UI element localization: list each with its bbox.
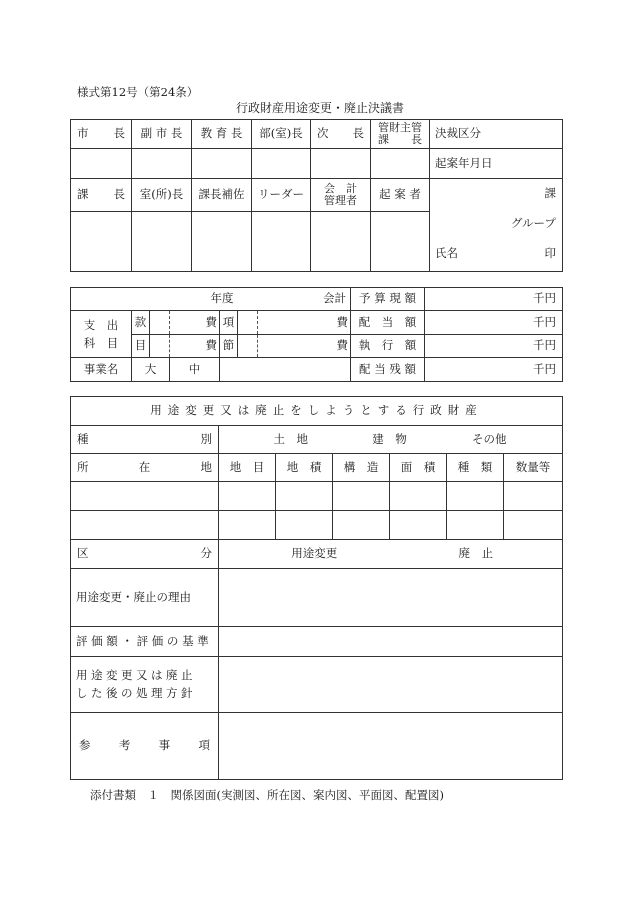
- ka-label: 課: [544, 186, 556, 200]
- approver-fukushicho: 副 市 長: [132, 120, 192, 149]
- group-label: グループ: [510, 216, 556, 230]
- valuation-label: 評 価 額 ・ 評 価 の 基 準: [71, 627, 219, 657]
- project-name-label: 事業名: [71, 358, 132, 382]
- kou-label: 項: [220, 311, 238, 335]
- approver-kanzai: 管財主管 課 長: [371, 120, 430, 149]
- seal-box[interactable]: [192, 149, 252, 179]
- remaining-value[interactable]: 千円: [425, 358, 563, 382]
- kubun-label: 区 分: [71, 540, 219, 569]
- seal-box[interactable]: [252, 149, 311, 179]
- youto-henkou-option[interactable]: 用途変更: [219, 540, 390, 569]
- cell[interactable]: [333, 511, 390, 540]
- reason-label: 用途変更・廃止の理由: [71, 569, 219, 627]
- expense-subject-label: 支 出 科 目: [71, 311, 132, 358]
- approver-leader: リーダー: [252, 179, 311, 212]
- seal-box[interactable]: [311, 212, 371, 272]
- moku-value[interactable]: [150, 335, 170, 358]
- cell[interactable]: [447, 482, 504, 511]
- approver-bucho: 部(室)長: [252, 120, 311, 149]
- reason-value[interactable]: [219, 569, 563, 627]
- budget-current-label: 予 算 現 額: [351, 288, 425, 311]
- budget-current-value[interactable]: 千円: [425, 288, 563, 311]
- attachments-note: 添付書類 １ 関係図面(実測図、所在図、案内図、平面図、配置図): [90, 788, 444, 802]
- name-label: 氏名: [435, 246, 458, 260]
- building-label: 建 物: [333, 426, 447, 454]
- property-header: 用途変更又は廃止をしようとする行政財産: [71, 397, 563, 426]
- project-name-value[interactable]: [220, 358, 351, 382]
- remaining-label: 配 当 残 額: [351, 358, 425, 382]
- moku-label: 目: [132, 335, 150, 358]
- kan-label: 款: [132, 311, 150, 335]
- col-chiseki: 地 積: [276, 454, 333, 482]
- execution-label: 執 行 額: [351, 335, 425, 358]
- decision-category: 決裁区分: [430, 120, 563, 149]
- seal-box[interactable]: [71, 212, 132, 272]
- cell[interactable]: [504, 511, 563, 540]
- cell[interactable]: [276, 511, 333, 540]
- setsu-hi: 費: [258, 335, 351, 358]
- cell[interactable]: [447, 511, 504, 540]
- location-label: 所 在 地: [71, 454, 219, 482]
- approval-table: [70, 119, 563, 272]
- setsu-value[interactable]: [238, 335, 258, 358]
- col-chimoku: 地 目: [219, 454, 276, 482]
- allocation-label: 配 当 額: [351, 311, 425, 335]
- approver-kyoikucho: 教 育 長: [192, 120, 252, 149]
- location-value[interactable]: [71, 511, 219, 540]
- after-policy-label: 用途変更又は廃止 した後の処理方針: [71, 657, 219, 713]
- land-label: 土 地: [219, 426, 333, 454]
- approver-accountant: 会 計 管理者: [311, 179, 371, 212]
- seal-box[interactable]: [311, 149, 371, 179]
- approver-hosa: 課長補佐: [192, 179, 252, 212]
- other-label: その他: [447, 426, 563, 454]
- draft-date: 起案年月日: [430, 149, 563, 179]
- property-table: [70, 396, 563, 780]
- chu-label: 中: [170, 358, 220, 382]
- cell[interactable]: [276, 482, 333, 511]
- after-policy-value[interactable]: [219, 657, 563, 713]
- form-number: 様式第12号（第24条）: [77, 85, 199, 99]
- execution-value[interactable]: 千円: [425, 335, 563, 358]
- col-menseki: 面 積: [390, 454, 447, 482]
- col-kouzou: 構 造: [333, 454, 390, 482]
- cell[interactable]: [504, 482, 563, 511]
- kan-hi: 費: [170, 311, 220, 335]
- kou-hi: 費: [258, 311, 351, 335]
- moku-hi: 費: [170, 335, 220, 358]
- approver-shicho: 市 長: [71, 120, 132, 149]
- location-value[interactable]: [71, 482, 219, 511]
- seal-box[interactable]: [132, 212, 192, 272]
- kaikei-label: 会計: [238, 288, 351, 311]
- col-shurui: 種 類: [447, 454, 504, 482]
- valuation-value[interactable]: [219, 627, 563, 657]
- seal-box[interactable]: [371, 212, 430, 272]
- seal-box[interactable]: [192, 212, 252, 272]
- approver-drafter: 起 案 者: [371, 179, 430, 212]
- shubetsu-label: 種 別: [71, 426, 219, 454]
- approver-kacho: 課 長: [71, 179, 132, 212]
- cell[interactable]: [390, 511, 447, 540]
- seal-box[interactable]: [132, 149, 192, 179]
- budget-table: [70, 287, 563, 382]
- setsu-label: 節: [220, 335, 238, 358]
- cell[interactable]: [219, 511, 276, 540]
- dept-name-block: [430, 179, 563, 272]
- approver-shitsucho: 室(所)長: [132, 179, 192, 212]
- haishi-option[interactable]: 廃 止: [390, 540, 563, 569]
- col-suryou: 数量等: [504, 454, 563, 482]
- cell[interactable]: [333, 482, 390, 511]
- nendo-label: 年度: [71, 288, 238, 311]
- seal-label: 印: [544, 246, 556, 260]
- seal-box[interactable]: [371, 149, 430, 179]
- seal-box[interactable]: [71, 149, 132, 179]
- cell[interactable]: [390, 482, 447, 511]
- seal-box[interactable]: [252, 212, 311, 272]
- kan-value[interactable]: [150, 311, 170, 335]
- kou-value[interactable]: [238, 311, 258, 335]
- reference-label: 参 考 事 項: [71, 713, 219, 780]
- reference-value[interactable]: [219, 713, 563, 780]
- dai-label: 大: [132, 358, 170, 382]
- form-title: 行政財産用途変更・廃止決議書: [236, 101, 405, 115]
- cell[interactable]: [219, 482, 276, 511]
- approver-jicho: 次 長: [311, 120, 371, 149]
- allocation-value[interactable]: 千円: [425, 311, 563, 335]
